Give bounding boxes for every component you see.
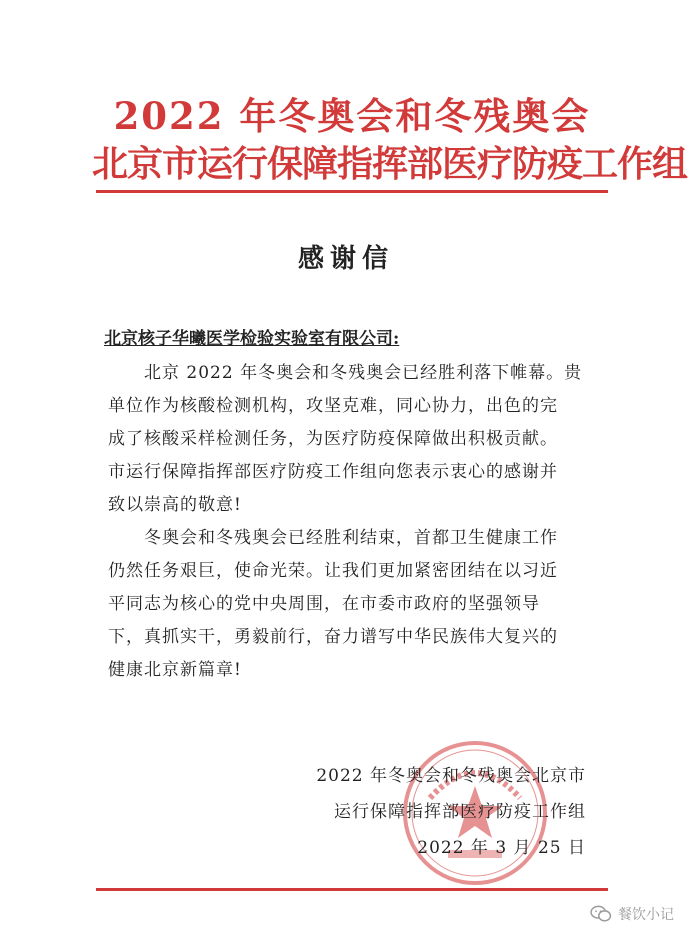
wechat-icon xyxy=(590,905,612,923)
salutation: 北京核子华曦医学检验实验室有限公司: xyxy=(104,329,400,349)
paragraph-2 xyxy=(108,522,584,687)
paragraph-line: 下，真抓实干，勇毅前行，奋力谱写中华民族伟大复兴的 xyxy=(108,627,558,647)
signature-block xyxy=(316,758,586,866)
paragraph-line: 冬奥会和冬残奥会已经胜利结束，首都卫生健康工作 xyxy=(144,528,558,548)
footer-divider xyxy=(96,888,608,891)
signature-date: 2022 年 3 月 25 日 xyxy=(417,838,586,858)
letter-title: 感谢信 xyxy=(297,244,394,274)
signature-org-line1: 2022 年冬奥会和冬残奥会北京市 xyxy=(316,766,586,786)
header-divider xyxy=(96,190,608,193)
header-title-line2: 北京市运行保障指挥部医疗防疫工作组 xyxy=(92,143,688,185)
paragraph-line: 仍然任务艰巨，使命光荣。让我们更加紧密团结在以习近 xyxy=(108,561,558,581)
signature-org-line2: 运行保障指挥部医疗防疫工作组 xyxy=(334,802,586,822)
watermark-text: 餐饮小记 xyxy=(618,907,674,923)
paragraph-line: 北京 2022 年冬奥会和冬残奥会已经胜利落下帷幕。贵 xyxy=(144,363,583,383)
paragraph-1 xyxy=(108,357,584,522)
paragraph-line: 成了核酸采样检测任务，为医疗防疫保障做出积极贡献。 xyxy=(108,429,558,449)
paragraph-line: 单位作为核酸检测机构，攻坚克难，同心协力，出色的完 xyxy=(108,396,558,416)
header-title-line1: 2022 年冬奥会和冬残奥会 xyxy=(113,94,591,138)
paragraph-line: 市运行保障指挥部医疗防疫工作组向您表示衷心的感谢并 xyxy=(108,462,558,482)
watermark xyxy=(590,904,674,924)
paragraph-line: 健康北京新篇章! xyxy=(108,660,242,680)
paragraph-line: 平同志为核心的党中央周围，在市委市政府的坚强领导 xyxy=(108,594,540,614)
paragraph-line: 致以崇高的敬意! xyxy=(108,495,242,515)
